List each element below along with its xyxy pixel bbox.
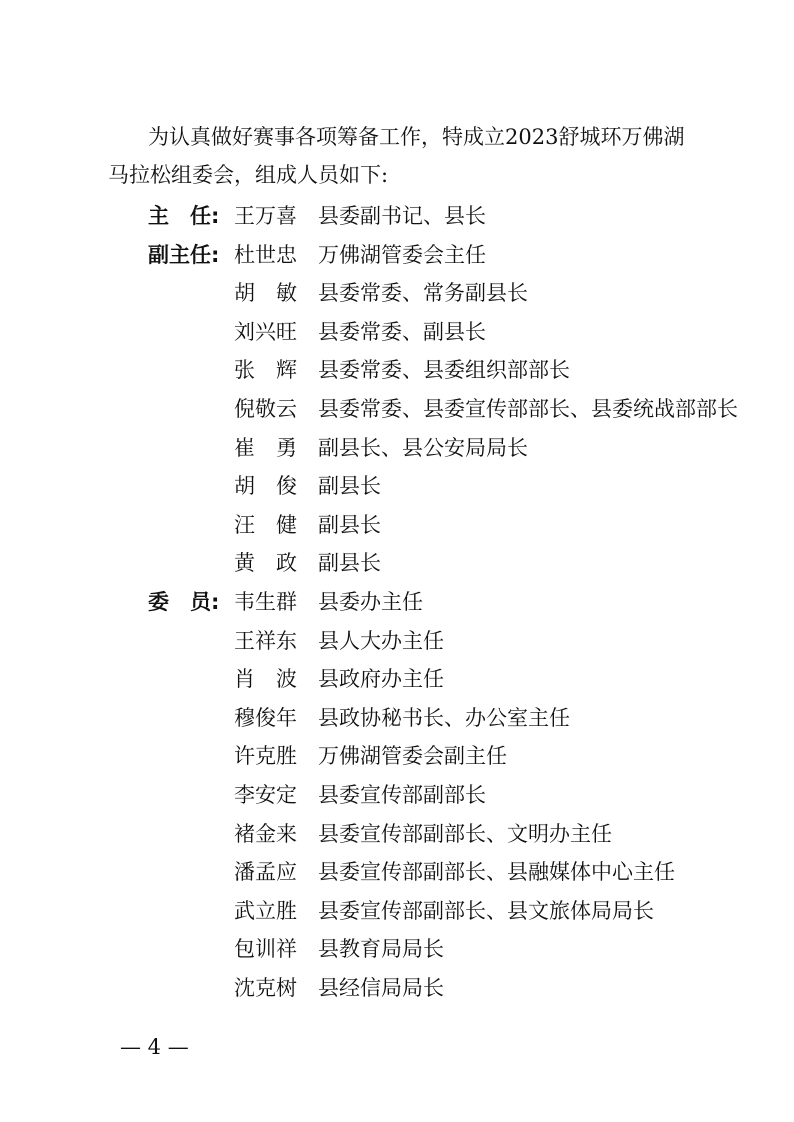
roster-row [0,583,794,621]
roster-row [0,622,794,660]
member-name: 肖 波 [234,667,297,691]
member-name: 李安定 [234,783,297,807]
member-title: 县委宣传部副部长、县融媒体中心主任 [318,860,675,884]
member-title: 县委常委、县委组织部部长 [318,358,570,382]
member-title: 县教育局局长 [318,937,444,961]
roster-row [0,467,794,505]
roster-row [0,969,794,1007]
roster-row [0,274,794,312]
roster-row [0,506,794,544]
role-label: 主 任: [148,204,220,228]
role-label: 委 员: [148,590,220,614]
member-title: 县委常委、副县长 [318,320,486,344]
member-name: 褚金来 [234,822,297,846]
member-name: 胡 敏 [234,281,297,305]
roster-row [0,351,794,389]
member-title: 万佛湖管委会副主任 [318,744,507,768]
roster-row [0,429,794,467]
roster-row [0,660,794,698]
page-number: — 4 — [120,1035,189,1059]
member-name: 黄 政 [234,551,297,575]
member-name: 王祥东 [234,629,297,653]
member-title: 县委常委、县委宣传部部长、县委统战部部长 [318,397,738,421]
member-title: 县经信局局长 [318,976,444,1000]
member-title: 县委宣传部副部长、县文旅体局局长 [318,899,654,923]
member-name: 胡 俊 [234,474,297,498]
member-name: 张 辉 [234,358,297,382]
roster-row [0,699,794,737]
member-title: 县委宣传部副部长 [318,783,486,807]
roster-row [0,197,794,235]
roster-row [0,930,794,968]
member-title: 县委宣传部副部长、文明办主任 [318,822,612,846]
roster-row [0,892,794,930]
member-name: 穆俊年 [234,706,297,730]
member-name: 潘孟应 [234,860,297,884]
roster-row [0,236,794,274]
member-title: 县人大办主任 [318,629,444,653]
member-title: 副县长 [318,474,381,498]
member-name: 杜世忠 [234,243,297,267]
roster-row [0,776,794,814]
roster-row [0,313,794,351]
member-title: 副县长、县公安局局长 [318,436,528,460]
member-title: 县政府办主任 [318,667,444,691]
member-name: 沈克树 [234,976,297,1000]
member-name: 汪 健 [234,513,297,537]
member-name: 刘兴旺 [234,320,297,344]
member-name: 武立胜 [234,899,297,923]
role-label: 副主任: [148,243,220,267]
roster-row [0,544,794,582]
roster-row [0,390,794,428]
member-title: 县政协秘书长、办公室主任 [318,706,570,730]
intro-paragraph [108,118,698,194]
member-name: 倪敬云 [234,397,297,421]
intro-text: 为认真做好赛事各项筹备工作，特成立2023舒城环万佛湖马拉松组委会，组成人员如下: [108,125,685,187]
member-name: 崔 勇 [234,436,297,460]
member-name: 包训祥 [234,937,297,961]
member-name: 许克胜 [234,744,297,768]
member-title: 县委副书记、县长 [318,204,486,228]
member-title: 万佛湖管委会主任 [318,243,486,267]
roster-row [0,815,794,853]
member-name: 王万喜 [234,204,297,228]
member-title: 副县长 [318,513,381,537]
member-title: 副县长 [318,551,381,575]
member-title: 县委常委、常务副县长 [318,281,528,305]
member-name: 韦生群 [234,590,297,614]
roster-row [0,853,794,891]
roster-row [0,737,794,775]
member-title: 县委办主任 [318,590,423,614]
